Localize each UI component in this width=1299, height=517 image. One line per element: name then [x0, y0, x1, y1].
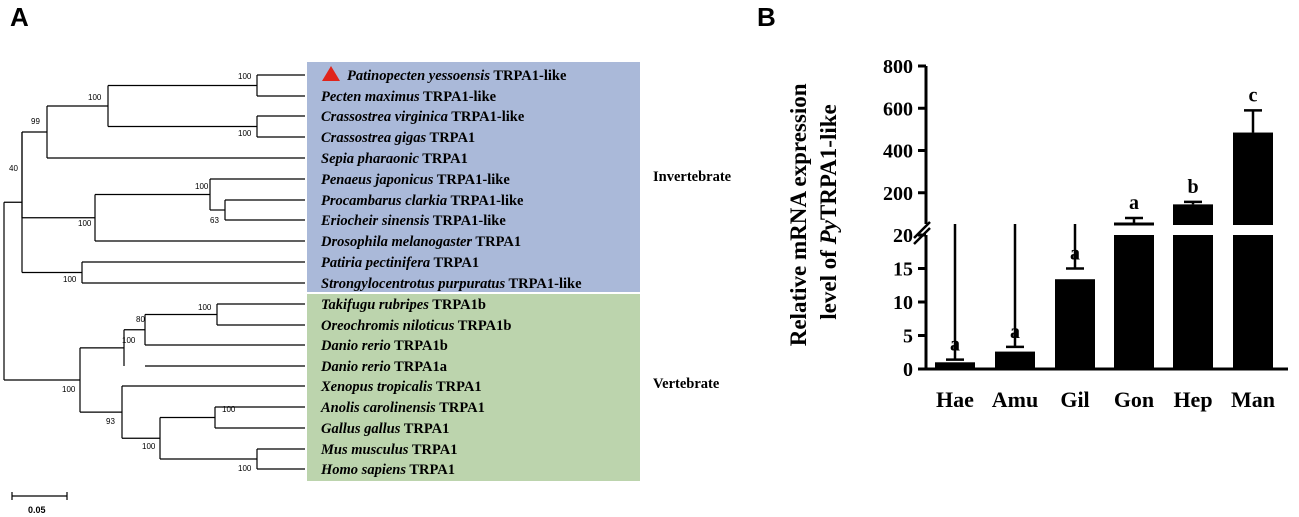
leaf-species: Crassostrea virginica: [321, 109, 448, 125]
bootstrap-value: 100: [238, 129, 252, 138]
y-tick-label: 200: [883, 182, 913, 205]
leaf-gene: TRPA1-like: [505, 276, 582, 292]
chart-bars: [935, 110, 1275, 369]
scale-bar-label: 0.05: [28, 505, 46, 515]
leaf-species: Homo sapiens: [321, 462, 406, 478]
leaf-gene: TRPA1: [426, 130, 476, 146]
leaf-gene: TRPA1: [406, 462, 456, 478]
leaf-species: Penaeus japonicus: [321, 172, 434, 188]
leaf-species: Anolis carolinensis: [321, 400, 436, 416]
leaf-gene: TRPA1: [430, 255, 480, 271]
bootstrap-value: 100: [78, 219, 92, 228]
bar-hae: [935, 362, 975, 369]
bootstrap-value: 100: [222, 405, 236, 414]
panel-a-label: A: [10, 2, 29, 32]
leaf-gene: TRPA1: [435, 400, 485, 416]
leaf-species: Xenopus tropicalis: [321, 379, 433, 395]
bar-break-gap: [1171, 225, 1215, 235]
bootstrap-value: 93: [106, 417, 115, 426]
significance-letter: b: [1187, 175, 1199, 198]
bar-amu: [995, 352, 1035, 369]
panel-b-label: B: [757, 2, 776, 32]
leaf-gene: TRPA1-like: [419, 89, 497, 105]
y-axis-label-line2a: level of: [816, 244, 841, 320]
leaf-species: Oreochromis niloticus: [321, 318, 455, 334]
leaf-gene: TRPA1b: [428, 297, 486, 313]
bootstrap-value: 100: [62, 385, 76, 394]
y-axis-label: [786, 78, 841, 347]
leaf-gene: TRPA1-like: [429, 213, 506, 229]
leaf-species: Crassostrea gigas: [321, 130, 427, 146]
leaf-gene: TRPA1: [400, 421, 450, 437]
y-tick-label: 400: [883, 140, 913, 163]
leaf-gene: TRPA1: [432, 379, 482, 395]
y-tick-label: 600: [883, 98, 913, 121]
bootstrap-value: 100: [195, 182, 209, 191]
chart-labels: [936, 84, 1275, 412]
significance-letter: a: [1010, 320, 1020, 343]
x-tick-label: Gon: [1113, 387, 1155, 412]
leaf-species: Takifugu rubripes: [321, 297, 429, 313]
x-tick-label: Gil: [1060, 387, 1090, 412]
bootstrap-value: 100: [122, 336, 136, 345]
bar-man: [1233, 133, 1273, 369]
y-tick-label: 0: [903, 359, 913, 381]
leaf-gene: TRPA1-like: [447, 109, 525, 125]
leaf-species: Eriocheir sinensis: [321, 213, 430, 229]
bar-break-gap: [1112, 225, 1156, 235]
bootstrap-value: 100: [238, 72, 252, 81]
leaf-species: Patiria pectinifera: [321, 255, 431, 271]
x-tick-label: Hep: [1173, 387, 1213, 412]
significance-letter: a: [1070, 242, 1080, 265]
bootstrap-value: 100: [142, 442, 156, 451]
leaf-species: Mus musculus: [321, 442, 409, 458]
y-tick-label: 800: [883, 56, 913, 78]
bootstrap-value: 100: [198, 303, 212, 312]
leaf-gene: TRPA1b: [390, 338, 448, 354]
significance-letter: a: [950, 333, 960, 356]
leaf-gene: TRPA1-like: [447, 193, 524, 209]
leaf-species: Drosophila melanogaster: [321, 234, 473, 250]
y-tick-label: 5: [903, 325, 913, 348]
y-tick-label: 20: [893, 225, 913, 247]
bootstrap-value: 100: [238, 464, 252, 473]
y-tick-label: 15: [893, 258, 913, 281]
leaf-species: Strongylocentrotus purpuratus: [321, 276, 506, 292]
bootstrap-value: 63: [210, 216, 219, 225]
group-label-invertebrate: Invertebrate: [653, 169, 732, 185]
bootstrap-value: 100: [63, 275, 77, 284]
leaf-species: Patinopecten yessoensis: [347, 68, 490, 84]
bootstrap-value: 99: [31, 117, 40, 126]
y-axis-label-line2c: TRPA1-like: [816, 104, 841, 221]
x-tick-label: Hae: [936, 387, 974, 412]
leaf-gene: TRPA1-like: [433, 172, 510, 188]
leaf-species: Danio rerio: [321, 338, 391, 354]
significance-letter: c: [1248, 84, 1258, 107]
bootstrap-value: 40: [9, 164, 18, 173]
leaf-species: Pecten maximus: [321, 89, 420, 105]
leaf-species: Sepia pharaonic: [321, 151, 419, 167]
leaf-gene: TRPA1b: [454, 318, 512, 334]
significance-letter: a: [1129, 192, 1139, 214]
bar-gil: [1055, 279, 1095, 369]
y-axis-label-line1: Relative mRNA expression: [786, 83, 811, 347]
group-label-vertebrate: Vertebrate: [653, 376, 720, 392]
y-axis-label-line2b: Py: [816, 220, 841, 245]
bar-break-gap: [1231, 225, 1275, 235]
x-tick-label: Man: [1231, 387, 1275, 412]
leaf-gene: TRPA1: [408, 442, 458, 458]
leaf-gene: TRPA1a: [390, 359, 447, 375]
leaf-species: Gallus gallus: [321, 421, 401, 437]
x-tick-label: Amu: [991, 387, 1039, 412]
leaf-species: Danio rerio: [321, 359, 391, 375]
bar-gon: [1114, 230, 1154, 369]
leaf-gene: TRPA1-like: [489, 68, 567, 84]
bootstrap-value: 80: [136, 315, 145, 324]
leaf-species: Procambarus clarkia: [321, 193, 448, 209]
leaf-gene: TRPA1: [418, 151, 468, 167]
bootstrap-value: 100: [88, 93, 102, 102]
y-tick-label: 10: [893, 292, 913, 314]
leaf-gene: TRPA1: [472, 234, 522, 250]
